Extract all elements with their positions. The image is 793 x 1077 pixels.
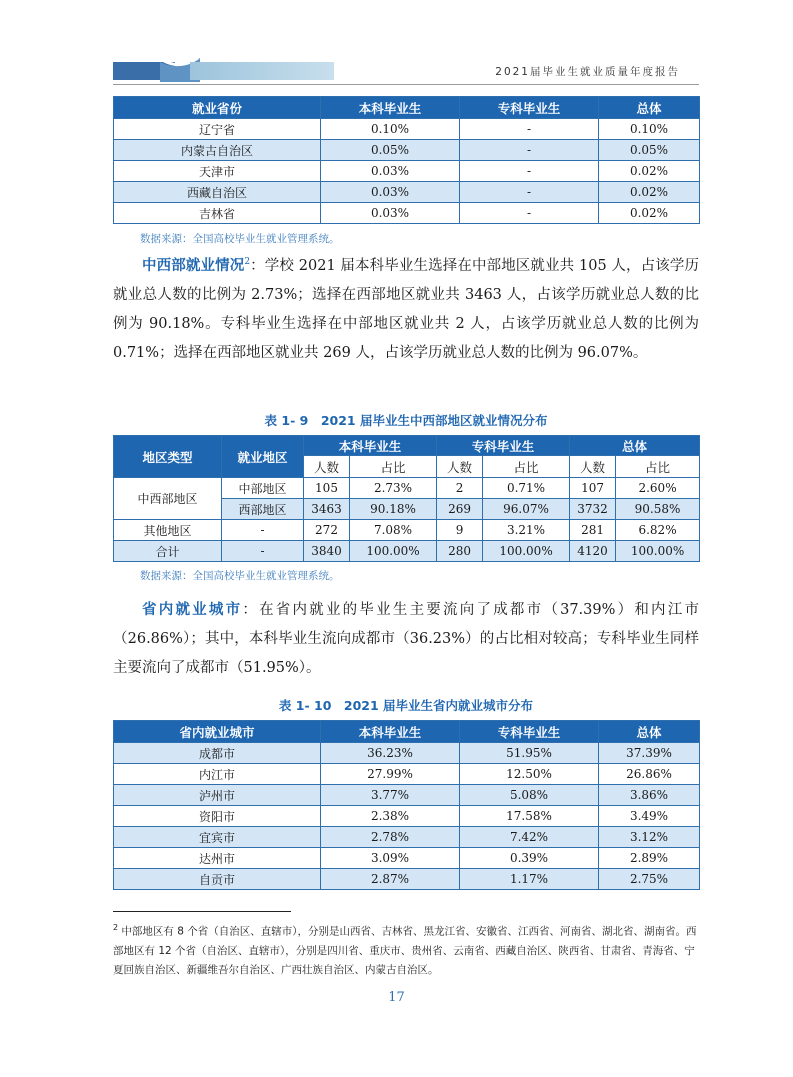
midwest-paragraph [113, 248, 699, 368]
cell: - [460, 161, 599, 182]
cell: 100.00% [350, 541, 437, 562]
col-header: 本科毕业生 [321, 721, 460, 743]
cell: 0.03% [321, 203, 460, 224]
cell: 合计 [114, 541, 222, 562]
cell: 269 [437, 499, 483, 520]
cell: 内蒙古自治区 [114, 140, 321, 161]
cell: 3.49% [599, 806, 700, 827]
cell: 0.02% [599, 182, 700, 203]
paragraph-text: ：在省内就业的毕业生主要流向了成都市（37.39%）和内江市（26.86%）；其中，本科毕业生流向成都市（36.23%）的占比相对较高；专科毕业生同样主要流向了成都市（51.95%）。 [113, 602, 699, 676]
cell: 6.82% [616, 520, 700, 541]
footnote [113, 918, 699, 980]
cell: 3.12% [599, 827, 700, 848]
data-source-note: 数据来源：全国高校毕业生就业管理系统。 [140, 570, 340, 582]
col-header-area: 就业地区 [222, 436, 304, 478]
cell: 中部地区 [222, 478, 304, 499]
table-row [114, 806, 700, 827]
cell: 7.42% [460, 827, 599, 848]
paragraph-text: ：学校 2021 届本科毕业生选择在中部地区就业共 105 人，占该学历就业总人数的比例为 2.73%；选择在西部地区就业共 3463 人，占该学历就业总人数的比例为 90.18%。专科毕业生选择在中部地区就业共 2 人，占该学历就业总人数的比例为 0.71%；选择在西部地区就业共 269 人，占该学历就业总人数的比例为 96.07%。 [113, 257, 699, 361]
cell: 3.77% [321, 785, 460, 806]
sub-header-count: 人数 [304, 456, 350, 478]
paragraph-keyword: 中西部就业情况 [142, 257, 245, 274]
col-header: 专科毕业生 [460, 721, 599, 743]
footnote-rule [113, 911, 291, 912]
footnote-text: 中部地区有 8 个省（自治区、直辖市），分别是山西省、吉林省、黑龙江省、安徽省、江西省、河南省、湖北省、湖南省。西部地区有 12 个省（自治区、直辖市），分别是四川省、重庆市、贵州省、云南省、西藏自治区、陕西省、甘肃省、青海省、宁夏回族自治区、新疆维吾尔自治区、广西壮族自治区、内蒙古自治区。 [113, 925, 697, 976]
table-header-row [114, 97, 700, 119]
cell: 51.95% [460, 743, 599, 764]
sub-header-count: 人数 [570, 456, 616, 478]
cell: 2.38% [321, 806, 460, 827]
header-title: 2021届毕业生就业质量年度报告 [495, 66, 680, 78]
col-group-header: 本科毕业生 [304, 436, 437, 456]
col-header: 省内就业城市 [114, 721, 321, 743]
cell: 西部地区 [222, 499, 304, 520]
cell: 37.39% [599, 743, 700, 764]
cell: 2.60% [616, 478, 700, 499]
table-row [114, 764, 700, 785]
paragraph-keyword: 省内就业城市 [142, 602, 243, 618]
cell: - [460, 203, 599, 224]
col-header: 本科毕业生 [321, 97, 460, 119]
cell: 107 [570, 478, 616, 499]
city-table [113, 720, 700, 890]
col-header-region-type: 地区类型 [114, 436, 222, 478]
table-row [114, 869, 700, 890]
data-source-note: 数据来源：全国高校毕业生就业管理系统。 [140, 233, 340, 245]
table-row [114, 161, 700, 182]
cell: 成都市 [114, 743, 321, 764]
cell: 281 [570, 520, 616, 541]
col-header: 就业省份 [114, 97, 321, 119]
cell: 达州市 [114, 848, 321, 869]
cell: - [222, 520, 304, 541]
cell: 100.00% [616, 541, 700, 562]
cell: 96.07% [483, 499, 570, 520]
col-group-header: 总体 [570, 436, 700, 456]
page-number: 17 [388, 990, 405, 1005]
cell: 90.18% [350, 499, 437, 520]
cell: 2.75% [599, 869, 700, 890]
cell: 27.99% [321, 764, 460, 785]
table-row [114, 182, 700, 203]
cell: 280 [437, 541, 483, 562]
cell: 2.73% [350, 478, 437, 499]
cell: 吉林省 [114, 203, 321, 224]
cell: 0.10% [599, 119, 700, 140]
cell: 7.08% [350, 520, 437, 541]
cell: 3732 [570, 499, 616, 520]
cell: 36.23% [321, 743, 460, 764]
sub-header-ratio: 占比 [616, 456, 700, 478]
footnote-number: 2 [113, 923, 119, 932]
cell: 内江市 [114, 764, 321, 785]
table-caption: 表 1- 9 2021 届毕业生中西部地区就业情况分布 [264, 413, 548, 428]
cell: - [460, 140, 599, 161]
header-rule [113, 84, 699, 85]
cell: 0.71% [483, 478, 570, 499]
cell: 0.10% [321, 119, 460, 140]
cell: 其他地区 [114, 520, 222, 541]
cell: 90.58% [616, 499, 700, 520]
sub-header-ratio: 占比 [483, 456, 570, 478]
table-row [114, 140, 700, 161]
table-row [114, 827, 700, 848]
cell: 17.58% [460, 806, 599, 827]
region-table [113, 435, 700, 562]
cell: 3.86% [599, 785, 700, 806]
cell: 2.78% [321, 827, 460, 848]
sub-header-count: 人数 [437, 456, 483, 478]
cell: 天津市 [114, 161, 321, 182]
cell: 3840 [304, 541, 350, 562]
cell: 1.17% [460, 869, 599, 890]
col-group-header: 专科毕业生 [437, 436, 570, 456]
cell: 0.39% [460, 848, 599, 869]
cell: 资阳市 [114, 806, 321, 827]
table-row-total [114, 541, 700, 562]
table-header-row [114, 436, 700, 456]
cell: 西藏自治区 [114, 182, 321, 203]
table-row [114, 848, 700, 869]
cell: - [222, 541, 304, 562]
table-header-row [114, 721, 700, 743]
table-row [114, 203, 700, 224]
col-header: 总体 [599, 721, 700, 743]
table-caption: 表 1- 10 2021 届毕业生省内就业城市分布 [278, 698, 534, 713]
col-header: 专科毕业生 [460, 97, 599, 119]
city-paragraph [113, 596, 699, 683]
cell: 0.03% [321, 182, 460, 203]
cell: 100.00% [483, 541, 570, 562]
table-row [114, 119, 700, 140]
cell: 自贡市 [114, 869, 321, 890]
province-table [113, 96, 700, 224]
cell: 辽宁省 [114, 119, 321, 140]
cell: 0.05% [599, 140, 700, 161]
cell: 12.50% [460, 764, 599, 785]
cell: 3463 [304, 499, 350, 520]
cell: 0.05% [321, 140, 460, 161]
cell: 2.87% [321, 869, 460, 890]
cell: 272 [304, 520, 350, 541]
cell: 4120 [570, 541, 616, 562]
cell: 2 [437, 478, 483, 499]
cell: 0.02% [599, 203, 700, 224]
cell: 5.08% [460, 785, 599, 806]
cell-region-group: 中西部地区 [114, 478, 222, 520]
cell: - [460, 182, 599, 203]
cell: 3.09% [321, 848, 460, 869]
header-band-light [190, 62, 334, 80]
cell: 26.86% [599, 764, 700, 785]
col-header: 总体 [599, 97, 700, 119]
cell: - [460, 119, 599, 140]
cell: 3.21% [483, 520, 570, 541]
table-row [114, 520, 700, 541]
footnote-ref[interactable]: 2 [244, 257, 251, 267]
cell: 2.89% [599, 848, 700, 869]
cell: 宜宾市 [114, 827, 321, 848]
table-row [114, 743, 700, 764]
cell: 0.02% [599, 161, 700, 182]
table-row [114, 478, 700, 499]
sub-header-ratio: 占比 [350, 456, 437, 478]
cell: 9 [437, 520, 483, 541]
cell: 105 [304, 478, 350, 499]
cell: 0.03% [321, 161, 460, 182]
cell: 泸州市 [114, 785, 321, 806]
table-row [114, 785, 700, 806]
